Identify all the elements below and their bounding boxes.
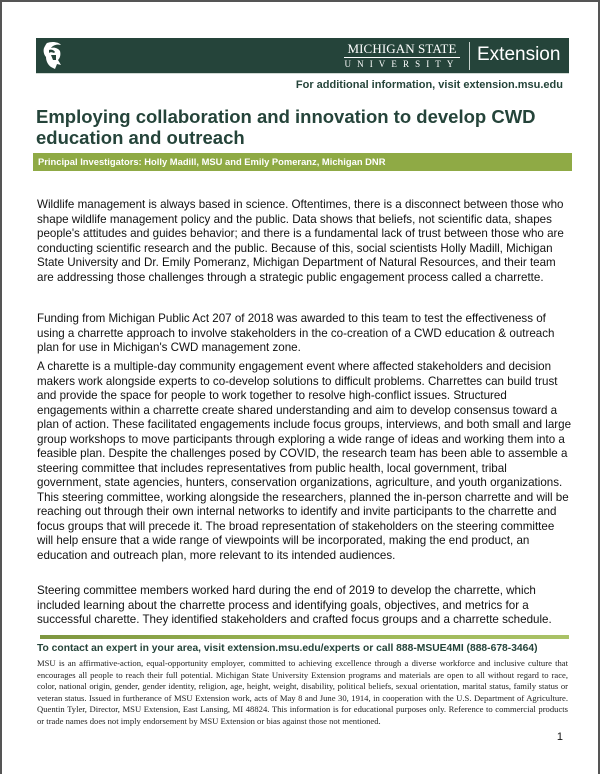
wordmark-line2: UNIVERSITY <box>344 59 460 69</box>
document-page <box>2 2 598 774</box>
msu-extension-banner <box>36 38 569 74</box>
paragraph-1: Wildlife management is always based in science. Oftentimes, there is a disconnect between those who shape wildlife management policy and the public. Data shows that beliefs, not scientific data, shapes people's attitudes and guides behavior; and there is a fundamental lack of trust between those who are conducting scientific research and the public. Because of this, social scientists Holly Madill, Michigan State University and Dr. Emily Pomeranz, Michigan Department of Natural Resources, and their team are addressing those challenges through a strategic public engagement process called a charrette. <box>37 198 564 284</box>
paragraph-3: A charette is a multiple-day community engagement event where affected stakeholders and decision makers work alongside experts to co-develop solutions to difficult problems. Charrettes can build trust and provide the space for people to work together to resolve high-conflict issues. Structured engagements within a charrette create shared understanding and aim to develop consensus toward a plan of action. These facilitated engagements include focus groups, interviews, and both small and large group workshops to move participants through exploring a wide range of ideas and working them into a feasible plan. Despite the challenges posed by COVID, the research team has been able to assemble a steering committee that includes representatives from public health, local government, tribal government, state agencies, hunters, conservation organizations, agriculture, and youth organizations. This steering committee, working alongside the researchers, planned the in-person charrette and will be reaching out through their own internal networks to identify and invite participants to the charrette and focus groups that will precede it. The broad representation of stakeholders on the steering committee will help ensure that a wide range of viewpoints will be incorporated, making the end product, an education and outreach plan, more relevant to its intended audiences. <box>37 360 572 562</box>
paragraph-2: Funding from Michigan Public Act 207 of 2018 was awarded to this team to test the effectiveness of using a charrette approach to involve stakeholders in the co-creation of a CWD education & outreach plan for use in Michigan's CWD management zone. <box>37 312 555 354</box>
paragraph-4: Steering committee members worked hard during the end of 2019 to develop the charrette, which included learning about the charrette process and identifying goals, objectives, and metrics for a successful charette. They identified stakeholders and crafted focus groups and a charrette schedule. <box>37 584 552 626</box>
page-number: 1 <box>556 731 563 743</box>
banner-divider <box>469 42 470 70</box>
document-title: Employing collaboration and innovation to develop CWD education and outreach <box>36 106 536 148</box>
equal-opportunity-disclaimer: MSU is an affirmative-action, equal-opportunity employer, committed to achieving excellence through a diverse workforce and inclusive culture that encourages all people to reach their full potential. Michigan State University Extension programs and materials are open to all without regard to race, color, national origin, gender, gender identity, religion, age, height, weight, disability, political beliefs, sexual orientation, marital status, family status or veteran status. Issued in furtherance of MSU Extension work, acts of May 8 and June 30, 1914, in cooperation with the U.S. Department of Agriculture. Quentin Tyler, Director, MSU Extension, East Lansing, MI 48824. This information is for educational purposes only. Reference to commercial products or trade names does not imply endorsement by MSU Extension or bias against those not mentioned. <box>37 658 568 726</box>
investigators-text: Principal Investigators: Holly Madill, MSU and Emily Pomeranz, Michigan DNR <box>38 156 386 167</box>
extension-wordmark: Extension <box>477 44 561 65</box>
contact-expert-line: To contact an expert in your area, visit extension.msu.edu/experts or call 888-MSUE4MI (888-678-3464) <box>37 643 538 654</box>
msu-wordmark <box>344 42 460 70</box>
footer-divider <box>40 635 569 639</box>
spartan-helmet-icon <box>40 41 64 71</box>
wordmark-line1: MICHIGAN STATE <box>344 42 460 58</box>
investigators-bar <box>33 153 572 171</box>
additional-info-line: For additional information, visit extension.msu.edu <box>295 79 563 91</box>
